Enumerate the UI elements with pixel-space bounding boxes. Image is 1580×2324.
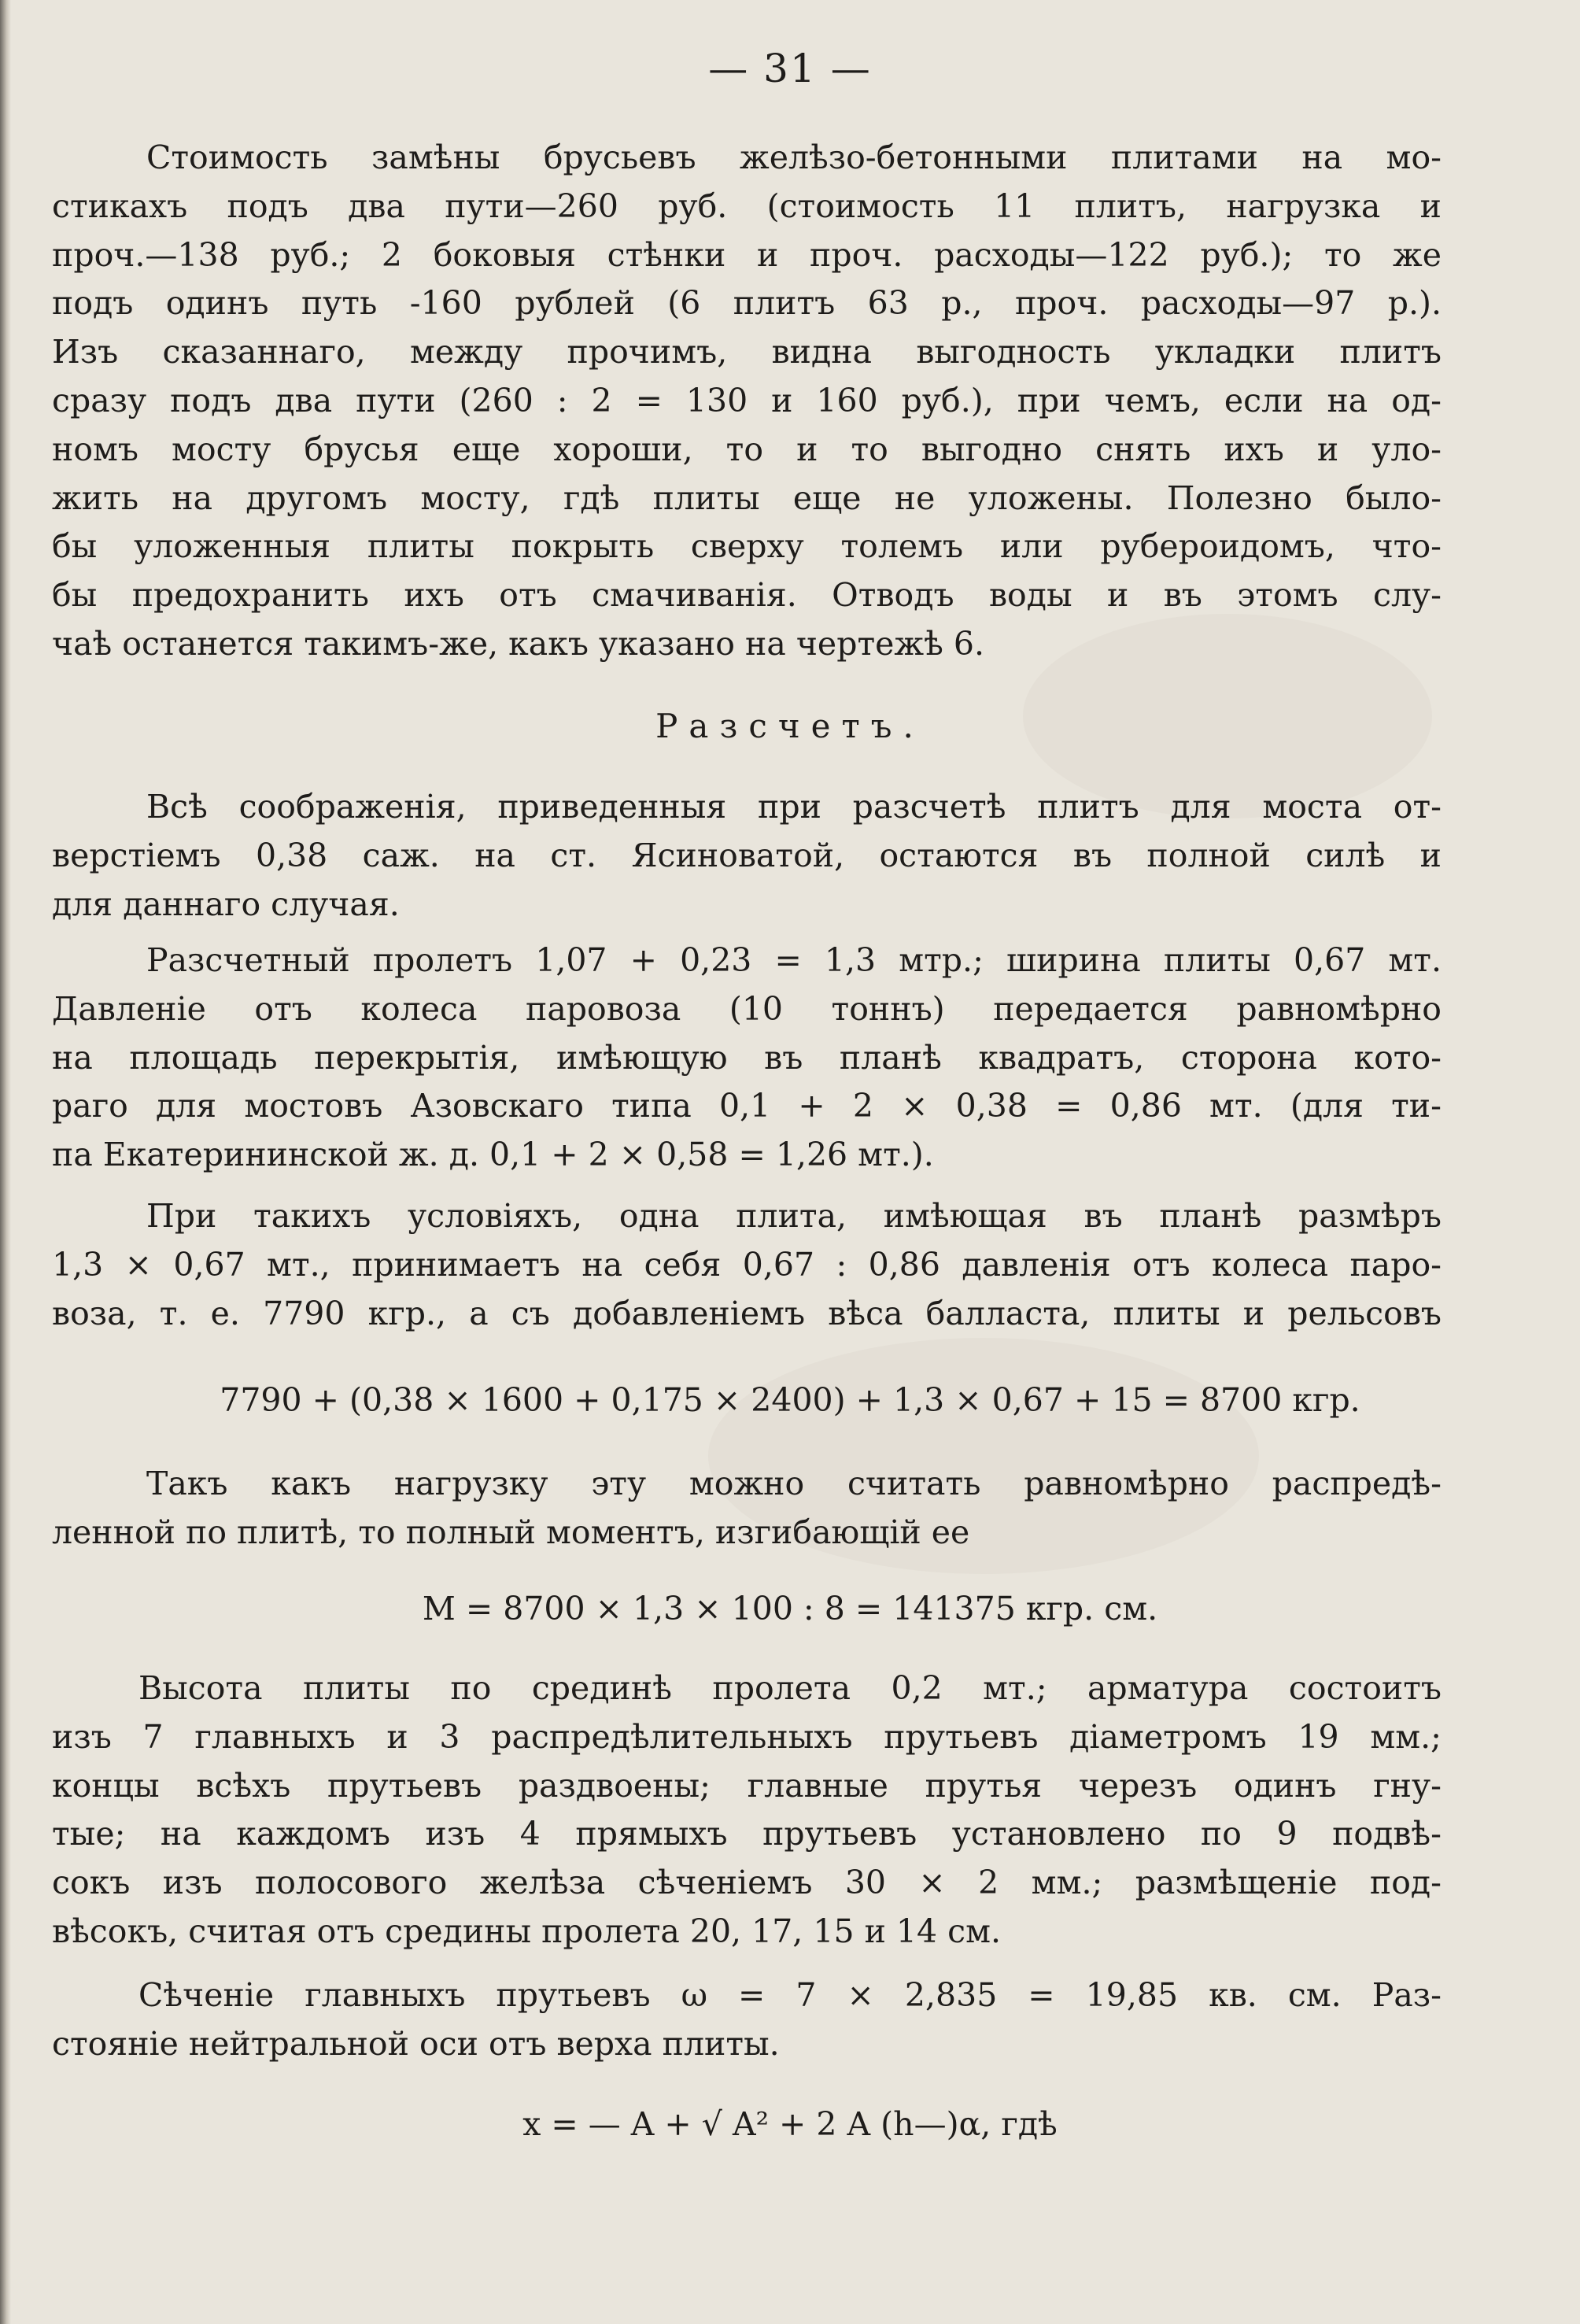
paragraph-7 [52, 1971, 1442, 2069]
text-line: Разсчетный пролетъ 1,07 + 0,23 = 1,3 мтр.; ширина плиты 0,67 мт. [146, 941, 1442, 979]
text-line: Всѣ соображенія, приведенныя при разсчетѣ плитъ для моста от- [146, 788, 1442, 826]
text-line: 1,3 × 0,67 мт., принимаетъ на себя 0,67 : 0,86 давленія отъ колеса паро- [52, 1245, 1442, 1284]
formula-neutral-axis: x = — A + √ A² + 2 A (h—)α, гдѣ [522, 2105, 1058, 2143]
text-line: жить на другомъ мосту, гдѣ плиты еще не уложены. Полезно было- [52, 478, 1442, 517]
text-line: стояніе нейтральной оси отъ верха плиты. [52, 2024, 780, 2063]
text-line: чаѣ останется такимъ-же, какъ указано на чертежѣ 6. [52, 624, 984, 663]
text-line: стикахъ подъ два пути—260 руб. (стоимость 11 плитъ, нагрузка и [52, 187, 1442, 225]
text-line: раго для мостовъ Азовскаго типа 0,1 + 2 × 0,38 = 0,86 мт. (для ти- [52, 1087, 1442, 1125]
text-line: Стоимость замѣны брусьевъ желѣзо-бетонными плитами на мо- [146, 139, 1442, 176]
text-line: па Екатерининской ж. д. 0,1 + 2 × 0,58 = 1,26 мт.). [52, 1136, 934, 1174]
formula-moment: M = 8700 × 1,3 × 100 : 8 = 141375 кгр. см. [422, 1590, 1158, 1628]
text-line: номъ мосту брусья еще хороши, то и то выгодно снять ихъ и уло- [52, 430, 1442, 468]
text-line: бы предохранить ихъ отъ смачиванія. Отводъ воды и въ этомъ слу- [52, 576, 1442, 615]
text-line: для даннаго случая. [52, 885, 400, 923]
text-line: сразу подъ два пути (260 : 2 = 130 и 160 руб.), при чемъ, если на од- [52, 381, 1442, 419]
formula-load: 7790 + (0,38 × 1600 + 0,175 × 2400) + 1,3 × 0,67 + 15 = 8700 кгр. [220, 1381, 1360, 1419]
paragraph-1 [52, 134, 1442, 669]
section-heading: Разсчетъ. [655, 707, 925, 745]
text-line: Высота плиты по срединѣ пролета 0,2 мт.; арматура состоитъ [138, 1669, 1442, 1707]
paragraph-2 [52, 783, 1442, 929]
text-line: Изъ сказаннаго, между прочимъ, видна выгодность укладки плитъ [52, 333, 1442, 371]
text-line: сокъ изъ полосового желѣза сѣченіемъ 30 × 2 мм.; размѣщеніе под- [52, 1864, 1442, 1902]
paragraph-6 [52, 1664, 1442, 1956]
text-line: проч.—138 руб.; 2 боковыя стѣнки и проч. расходы—122 руб.); то же [52, 235, 1442, 274]
text-line: бы уложенныя плиты покрыть сверху толемъ или рубероидомъ, что- [52, 527, 1442, 566]
text-line: изъ 7 главныхъ и 3 распредѣлительныхъ прутьевъ діаметромъ 19 мм.; [52, 1717, 1442, 1756]
text-line: Сѣченіе главныхъ прутьевъ ω = 7 × 2,835 = 19,85 кв. см. Раз- [138, 1976, 1442, 2014]
page-number: — 31 — [708, 46, 872, 91]
text-line: Давленіе отъ колеса паровоза (10 тоннъ) передается равномѣрно [52, 989, 1442, 1028]
text-line: ленной по плитѣ, то полный моментъ, изгибающій ее [52, 1513, 970, 1551]
text-line: концы всѣхъ прутьевъ раздвоены; главные прутья черезъ одинъ гну- [52, 1766, 1442, 1805]
text-line: верстіемъ 0,38 саж. на ст. Ясиноватой, остаются въ полной силѣ и [52, 836, 1442, 874]
text-line: на площадь перекрытія, имѣющую въ планѣ квадратъ, сторона кото- [52, 1038, 1442, 1077]
text-line: вѣсокъ, считая отъ средины пролета 20, 17, 15 и 14 см. [52, 1912, 1002, 1950]
page-gutter-shadow [0, 0, 11, 2324]
paragraph-3 [52, 937, 1442, 1180]
text-line: подъ одинъ путь -160 рублей (6 плитъ 63 р., проч. расходы—97 р.). [52, 284, 1442, 323]
paragraph-5 [52, 1460, 1442, 1557]
paragraph-4 [52, 1192, 1442, 1338]
text-line: воза, т. е. 7790 кгр., а съ добавленіемъ вѣса балласта, плиты и рельсовъ [52, 1294, 1442, 1332]
text-line: тые; на каждомъ изъ 4 прямыхъ прутьевъ установлено по 9 подвѣ- [52, 1815, 1442, 1853]
text-line: При такихъ условіяхъ, одна плита, имѣющая въ планѣ размѣръ [146, 1197, 1442, 1235]
text-line: Такъ какъ нагрузку эту можно считать равномѣрно распредѣ- [146, 1465, 1442, 1502]
